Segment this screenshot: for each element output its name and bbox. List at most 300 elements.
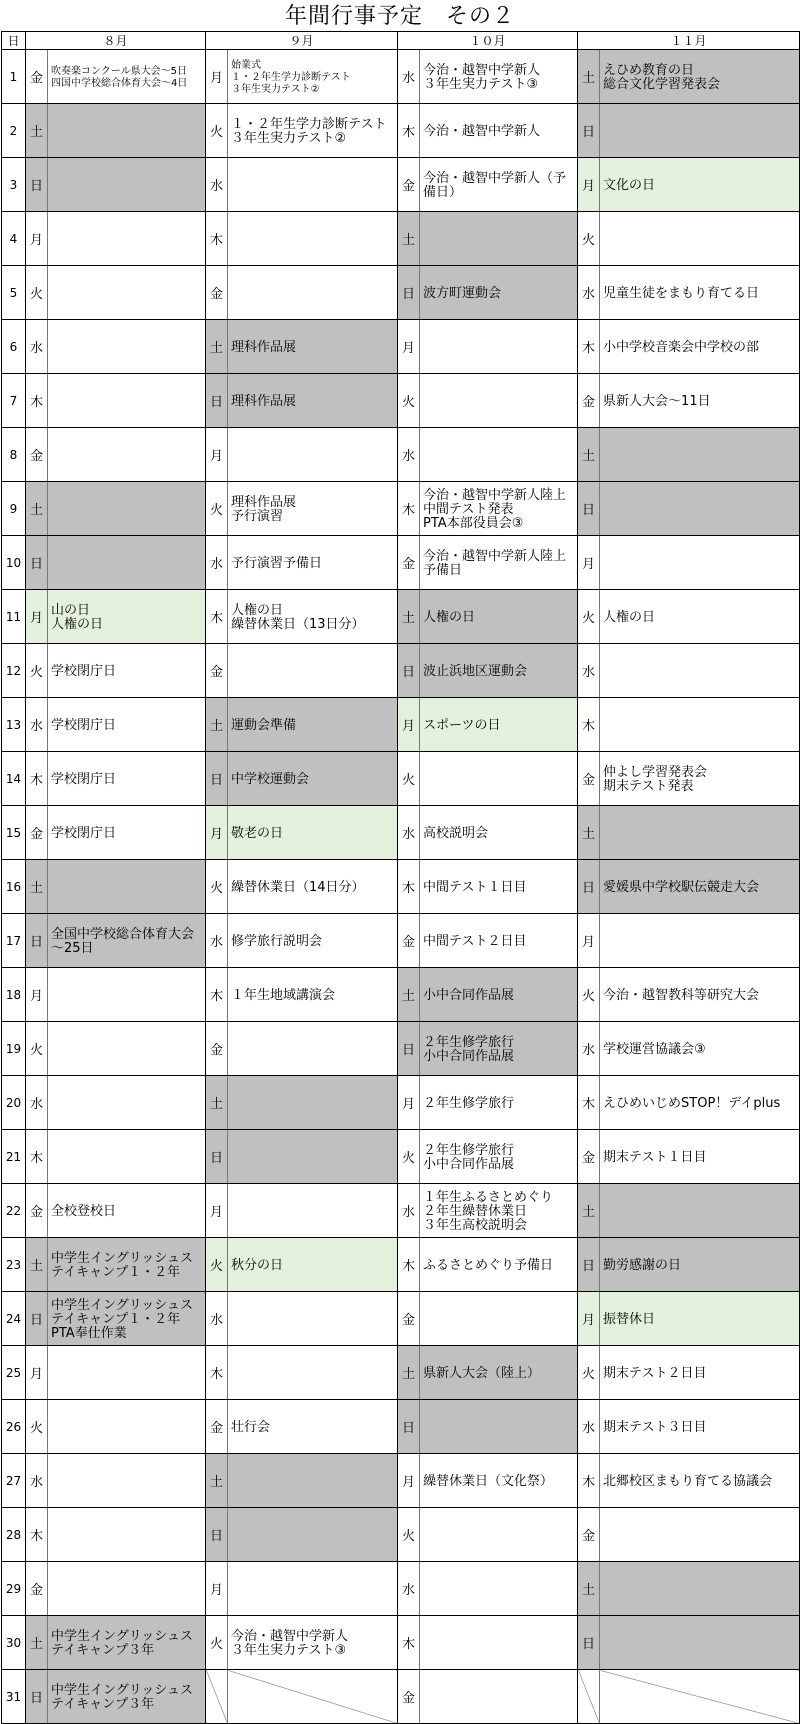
event-cell-aug: 中学生イングリッシュステイキャンプ３年 bbox=[48, 1616, 206, 1670]
event-cell-oct: １年生ふるさとめぐり ２年生繰替休業日 ３年生高校説明会 bbox=[420, 1184, 578, 1238]
weekday-cell-nov: 木 bbox=[578, 698, 600, 752]
event-cell-sep bbox=[228, 266, 398, 320]
event-cell-nov bbox=[600, 212, 800, 266]
weekday-cell-aug: 火 bbox=[26, 644, 48, 698]
weekday-cell-aug: 火 bbox=[26, 266, 48, 320]
table-row bbox=[2, 590, 800, 644]
event-cell-nov: 愛媛県中学校駅伝競走大会 bbox=[600, 860, 800, 914]
weekday-cell-oct: 月 bbox=[398, 698, 420, 752]
event-cell-aug: 全国中学校総合体育大会～25日 bbox=[48, 914, 206, 968]
event-cell-aug: 学校閉庁日 bbox=[48, 752, 206, 806]
day-number: 11 bbox=[2, 590, 26, 644]
day-number: 16 bbox=[2, 860, 26, 914]
month-header-oct: １０月 bbox=[398, 32, 578, 50]
weekday-cell-aug: 金 bbox=[26, 1184, 48, 1238]
weekday-cell-nov: 金 bbox=[578, 374, 600, 428]
weekday-cell-nov: 水 bbox=[578, 644, 600, 698]
weekday-cell-aug: 木 bbox=[26, 752, 48, 806]
event-cell-aug bbox=[48, 1400, 206, 1454]
day-number: 19 bbox=[2, 1022, 26, 1076]
event-cell-oct bbox=[420, 1562, 578, 1616]
weekday-cell-nov bbox=[578, 1670, 600, 1724]
event-cell-oct bbox=[420, 1292, 578, 1346]
weekday-cell-sep bbox=[206, 1670, 228, 1724]
day-number: 20 bbox=[2, 1076, 26, 1130]
weekday-cell-nov: 土 bbox=[578, 1184, 600, 1238]
weekday-cell-aug: 土 bbox=[26, 1238, 48, 1292]
event-cell-aug bbox=[48, 158, 206, 212]
table-row bbox=[2, 320, 800, 374]
weekday-cell-oct: 金 bbox=[398, 914, 420, 968]
day-number: 4 bbox=[2, 212, 26, 266]
weekday-cell-nov: 水 bbox=[578, 266, 600, 320]
weekday-cell-nov: 火 bbox=[578, 590, 600, 644]
event-cell-nov: 小中学校音楽会中学校の部 bbox=[600, 320, 800, 374]
event-cell-aug: 学校閉庁日 bbox=[48, 806, 206, 860]
weekday-cell-oct: 日 bbox=[398, 266, 420, 320]
page-title: 年間行事予定 その２ bbox=[284, 4, 515, 29]
weekday-cell-aug: 木 bbox=[26, 1508, 48, 1562]
event-cell-sep bbox=[228, 1076, 398, 1130]
weekday-cell-sep: 金 bbox=[206, 1400, 228, 1454]
event-cell-nov bbox=[600, 1670, 800, 1724]
event-cell-sep bbox=[228, 1454, 398, 1508]
weekday-cell-aug: 日 bbox=[26, 914, 48, 968]
event-cell-sep: １・２年生学力診断テスト ３年生実力テスト② bbox=[228, 104, 398, 158]
weekday-cell-aug: 土 bbox=[26, 482, 48, 536]
table-row bbox=[2, 1670, 800, 1724]
table-row bbox=[2, 428, 800, 482]
event-cell-sep bbox=[228, 158, 398, 212]
event-cell-nov: 振替休日 bbox=[600, 1292, 800, 1346]
weekday-cell-nov: 木 bbox=[578, 1076, 600, 1130]
day-number: 10 bbox=[2, 536, 26, 590]
event-cell-aug bbox=[48, 1022, 206, 1076]
month-header-sep: ９月 bbox=[206, 32, 398, 50]
weekday-cell-aug: 金 bbox=[26, 1562, 48, 1616]
weekday-cell-oct: 火 bbox=[398, 374, 420, 428]
event-cell-sep: 繰替休業日（14日分） bbox=[228, 860, 398, 914]
event-cell-nov bbox=[600, 644, 800, 698]
weekday-cell-nov: 火 bbox=[578, 212, 600, 266]
event-cell-sep bbox=[228, 1562, 398, 1616]
weekday-cell-oct: 日 bbox=[398, 1022, 420, 1076]
weekday-cell-aug: 土 bbox=[26, 104, 48, 158]
table-row bbox=[2, 698, 800, 752]
event-cell-oct: 中間テスト２日目 bbox=[420, 914, 578, 968]
weekday-cell-nov: 火 bbox=[578, 968, 600, 1022]
weekday-cell-aug: 火 bbox=[26, 1022, 48, 1076]
weekday-cell-nov: 水 bbox=[578, 1400, 600, 1454]
weekday-cell-oct: 水 bbox=[398, 806, 420, 860]
weekday-cell-aug: 水 bbox=[26, 320, 48, 374]
weekday-cell-sep: 水 bbox=[206, 1292, 228, 1346]
table-row bbox=[2, 914, 800, 968]
weekday-cell-aug: 月 bbox=[26, 1346, 48, 1400]
event-cell-aug bbox=[48, 860, 206, 914]
table-row bbox=[2, 806, 800, 860]
weekday-cell-nov: 土 bbox=[578, 428, 600, 482]
day-number: 1 bbox=[2, 50, 26, 104]
day-number: 30 bbox=[2, 1616, 26, 1670]
weekday-cell-aug: 日 bbox=[26, 158, 48, 212]
event-cell-oct bbox=[420, 1508, 578, 1562]
weekday-cell-nov: 日 bbox=[578, 1616, 600, 1670]
event-cell-sep: 理科作品展 bbox=[228, 374, 398, 428]
day-number: 5 bbox=[2, 266, 26, 320]
table-row bbox=[2, 1616, 800, 1670]
weekday-cell-nov: 木 bbox=[578, 320, 600, 374]
weekday-cell-oct: 木 bbox=[398, 104, 420, 158]
day-number: 12 bbox=[2, 644, 26, 698]
weekday-cell-aug: 月 bbox=[26, 212, 48, 266]
weekday-cell-sep: 水 bbox=[206, 914, 228, 968]
header-row bbox=[2, 32, 800, 50]
weekday-cell-nov: 土 bbox=[578, 50, 600, 104]
weekday-cell-aug: 木 bbox=[26, 374, 48, 428]
event-cell-nov bbox=[600, 104, 800, 158]
weekday-cell-oct: 木 bbox=[398, 482, 420, 536]
event-cell-sep bbox=[228, 212, 398, 266]
table-row bbox=[2, 1238, 800, 1292]
weekday-cell-oct: 水 bbox=[398, 1184, 420, 1238]
weekday-cell-sep: 日 bbox=[206, 1130, 228, 1184]
day-number: 23 bbox=[2, 1238, 26, 1292]
event-cell-oct: 県新人大会（陸上） bbox=[420, 1346, 578, 1400]
event-cell-oct bbox=[420, 320, 578, 374]
event-cell-sep: 予行演習予備日 bbox=[228, 536, 398, 590]
event-cell-sep bbox=[228, 1130, 398, 1184]
day-number: 25 bbox=[2, 1346, 26, 1400]
weekday-cell-sep: 土 bbox=[206, 1076, 228, 1130]
event-cell-oct: ２年生修学旅行 小中合同作品展 bbox=[420, 1130, 578, 1184]
event-cell-aug bbox=[48, 968, 206, 1022]
month-header-aug: ８月 bbox=[26, 32, 206, 50]
event-cell-oct: 今治・越智中学新人陸上 中間テスト発表 PTA本部役員会③ bbox=[420, 482, 578, 536]
weekday-cell-oct: 金 bbox=[398, 536, 420, 590]
event-cell-aug bbox=[48, 104, 206, 158]
event-cell-sep: 理科作品展 予行演習 bbox=[228, 482, 398, 536]
event-cell-sep bbox=[228, 1184, 398, 1238]
weekday-cell-sep: 水 bbox=[206, 536, 228, 590]
event-cell-nov: 北郷校区まもり育てる協議会 bbox=[600, 1454, 800, 1508]
weekday-cell-oct: 日 bbox=[398, 1400, 420, 1454]
weekday-cell-nov: 水 bbox=[578, 1022, 600, 1076]
event-cell-oct: 繰替休業日（文化祭） bbox=[420, 1454, 578, 1508]
table-row bbox=[2, 482, 800, 536]
day-number: 17 bbox=[2, 914, 26, 968]
weekday-cell-oct: 土 bbox=[398, 212, 420, 266]
weekday-cell-aug: 金 bbox=[26, 428, 48, 482]
weekday-cell-oct: 金 bbox=[398, 1292, 420, 1346]
weekday-cell-oct: 月 bbox=[398, 1454, 420, 1508]
weekday-cell-nov: 金 bbox=[578, 752, 600, 806]
event-cell-oct: ２年生修学旅行 小中合同作品展 bbox=[420, 1022, 578, 1076]
weekday-cell-nov: 月 bbox=[578, 1292, 600, 1346]
weekday-cell-oct: 月 bbox=[398, 320, 420, 374]
event-cell-aug: 中学生イングリッシュステイキャンプ１・２年 bbox=[48, 1238, 206, 1292]
weekday-cell-sep: 月 bbox=[206, 1562, 228, 1616]
weekday-cell-oct: 火 bbox=[398, 1508, 420, 1562]
event-cell-sep: 理科作品展 bbox=[228, 320, 398, 374]
day-number: 31 bbox=[2, 1670, 26, 1724]
table-row bbox=[2, 644, 800, 698]
event-cell-nov: 人権の日 bbox=[600, 590, 800, 644]
weekday-cell-oct: 土 bbox=[398, 590, 420, 644]
event-cell-nov bbox=[600, 1562, 800, 1616]
weekday-cell-sep: 日 bbox=[206, 752, 228, 806]
weekday-cell-sep: 火 bbox=[206, 860, 228, 914]
weekday-cell-sep: 木 bbox=[206, 590, 228, 644]
day-number: 27 bbox=[2, 1454, 26, 1508]
day-number: 28 bbox=[2, 1508, 26, 1562]
weekday-cell-aug: 金 bbox=[26, 50, 48, 104]
day-number: 14 bbox=[2, 752, 26, 806]
event-cell-oct: ふるさとめぐり予備日 bbox=[420, 1238, 578, 1292]
weekday-cell-nov: 木 bbox=[578, 1454, 600, 1508]
weekday-cell-aug: 水 bbox=[26, 698, 48, 752]
event-cell-nov: えひめ教育の日 総合文化学習発表会 bbox=[600, 50, 800, 104]
table-row bbox=[2, 1184, 800, 1238]
table-row bbox=[2, 536, 800, 590]
event-cell-aug bbox=[48, 1562, 206, 1616]
day-number: 15 bbox=[2, 806, 26, 860]
event-cell-sep bbox=[228, 1670, 398, 1724]
event-cell-oct: 今治・越智中学新人陸上予備日 bbox=[420, 536, 578, 590]
event-cell-aug: 山の日 人権の日 bbox=[48, 590, 206, 644]
event-cell-aug bbox=[48, 1508, 206, 1562]
event-cell-aug bbox=[48, 428, 206, 482]
weekday-cell-sep: 月 bbox=[206, 50, 228, 104]
weekday-cell-oct: 金 bbox=[398, 1670, 420, 1724]
event-cell-nov bbox=[600, 914, 800, 968]
event-cell-sep bbox=[228, 1022, 398, 1076]
weekday-cell-sep: 月 bbox=[206, 428, 228, 482]
event-cell-oct: 今治・越智中学新人 ３年生実力テスト③ bbox=[420, 50, 578, 104]
table-row bbox=[2, 1292, 800, 1346]
event-cell-sep: １年生地域講演会 bbox=[228, 968, 398, 1022]
event-cell-nov: 期末テスト１日目 bbox=[600, 1130, 800, 1184]
event-cell-oct bbox=[420, 1670, 578, 1724]
weekday-cell-aug: 土 bbox=[26, 1616, 48, 1670]
day-number: 3 bbox=[2, 158, 26, 212]
day-number: 21 bbox=[2, 1130, 26, 1184]
table-row bbox=[2, 104, 800, 158]
weekday-cell-nov: 月 bbox=[578, 158, 600, 212]
event-cell-nov: 児童生徒をまもり育てる日 bbox=[600, 266, 800, 320]
weekday-cell-aug: 日 bbox=[26, 1670, 48, 1724]
weekday-cell-aug: 月 bbox=[26, 968, 48, 1022]
event-cell-nov: 勤労感謝の日 bbox=[600, 1238, 800, 1292]
event-cell-nov bbox=[600, 482, 800, 536]
event-cell-nov: 文化の日 bbox=[600, 158, 800, 212]
event-cell-nov bbox=[600, 536, 800, 590]
weekday-cell-nov: 日 bbox=[578, 1238, 600, 1292]
weekday-cell-sep: 火 bbox=[206, 104, 228, 158]
event-cell-nov bbox=[600, 1616, 800, 1670]
weekday-cell-nov: 金 bbox=[578, 1130, 600, 1184]
weekday-cell-nov: 日 bbox=[578, 104, 600, 158]
event-cell-aug bbox=[48, 482, 206, 536]
event-cell-sep: 秋分の日 bbox=[228, 1238, 398, 1292]
weekday-cell-sep: 火 bbox=[206, 1616, 228, 1670]
table-row bbox=[2, 1454, 800, 1508]
event-cell-sep bbox=[228, 1346, 398, 1400]
event-cell-aug bbox=[48, 212, 206, 266]
weekday-cell-aug: 日 bbox=[26, 1292, 48, 1346]
event-cell-aug bbox=[48, 1454, 206, 1508]
event-cell-sep bbox=[228, 428, 398, 482]
table-row bbox=[2, 1022, 800, 1076]
event-cell-sep bbox=[228, 1508, 398, 1562]
day-number: 22 bbox=[2, 1184, 26, 1238]
event-cell-oct bbox=[420, 212, 578, 266]
event-cell-oct: 小中合同作品展 bbox=[420, 968, 578, 1022]
event-cell-nov: 県新人大会～11日 bbox=[600, 374, 800, 428]
event-cell-aug: 中学生イングリッシュステイキャンプ１・２年 PTA奉仕作業 bbox=[48, 1292, 206, 1346]
event-cell-nov: 仲よし学習発表会 期末テスト発表 bbox=[600, 752, 800, 806]
weekday-cell-nov: 金 bbox=[578, 1508, 600, 1562]
table-row bbox=[2, 1076, 800, 1130]
schedule-table bbox=[1, 31, 800, 1724]
weekday-cell-nov: 日 bbox=[578, 482, 600, 536]
event-cell-aug: 学校閉庁日 bbox=[48, 698, 206, 752]
event-cell-oct bbox=[420, 752, 578, 806]
table-row bbox=[2, 374, 800, 428]
event-cell-oct: 今治・越智中学新人（予備日） bbox=[420, 158, 578, 212]
weekday-cell-sep: 木 bbox=[206, 968, 228, 1022]
weekday-cell-oct: 水 bbox=[398, 428, 420, 482]
event-cell-nov bbox=[600, 428, 800, 482]
weekday-cell-sep: 水 bbox=[206, 158, 228, 212]
weekday-cell-sep: 火 bbox=[206, 1238, 228, 1292]
weekday-cell-sep: 土 bbox=[206, 698, 228, 752]
event-cell-sep: 壮行会 bbox=[228, 1400, 398, 1454]
weekday-cell-aug: 月 bbox=[26, 590, 48, 644]
event-cell-aug bbox=[48, 536, 206, 590]
event-cell-aug bbox=[48, 320, 206, 374]
event-cell-nov: 学校運営協議会③ bbox=[600, 1022, 800, 1076]
weekday-cell-sep: 木 bbox=[206, 212, 228, 266]
event-cell-aug bbox=[48, 1346, 206, 1400]
day-number: 13 bbox=[2, 698, 26, 752]
weekday-cell-sep: 日 bbox=[206, 1508, 228, 1562]
weekday-cell-aug: 土 bbox=[26, 860, 48, 914]
event-cell-nov bbox=[600, 806, 800, 860]
table-row bbox=[2, 752, 800, 806]
event-cell-nov bbox=[600, 1508, 800, 1562]
event-cell-sep: 運動会準備 bbox=[228, 698, 398, 752]
day-number: 6 bbox=[2, 320, 26, 374]
weekday-cell-nov: 月 bbox=[578, 914, 600, 968]
table-row bbox=[2, 158, 800, 212]
event-cell-oct: 中間テスト１日目 bbox=[420, 860, 578, 914]
event-cell-oct bbox=[420, 374, 578, 428]
event-cell-oct: スポーツの日 bbox=[420, 698, 578, 752]
weekday-cell-sep: 火 bbox=[206, 482, 228, 536]
schedule-body bbox=[2, 50, 800, 1724]
weekday-cell-sep: 金 bbox=[206, 1022, 228, 1076]
event-cell-oct bbox=[420, 1400, 578, 1454]
weekday-cell-sep: 月 bbox=[206, 1184, 228, 1238]
event-cell-oct: ２年生修学旅行 bbox=[420, 1076, 578, 1130]
weekday-cell-aug: 金 bbox=[26, 806, 48, 860]
event-cell-aug: 学校閉庁日 bbox=[48, 644, 206, 698]
event-cell-sep bbox=[228, 644, 398, 698]
weekday-cell-nov: 日 bbox=[578, 860, 600, 914]
weekday-cell-sep: 土 bbox=[206, 320, 228, 374]
weekday-cell-nov: 月 bbox=[578, 536, 600, 590]
day-number: 29 bbox=[2, 1562, 26, 1616]
weekday-cell-oct: 水 bbox=[398, 50, 420, 104]
day-number: 7 bbox=[2, 374, 26, 428]
weekday-cell-oct: 日 bbox=[398, 644, 420, 698]
table-row bbox=[2, 266, 800, 320]
event-cell-sep: 人権の日 繰替休業日（13日分） bbox=[228, 590, 398, 644]
table-row bbox=[2, 1508, 800, 1562]
weekday-cell-oct: 火 bbox=[398, 1130, 420, 1184]
event-cell-sep: 今治・越智中学新人 ３年生実力テスト③ bbox=[228, 1616, 398, 1670]
table-row bbox=[2, 1400, 800, 1454]
weekday-cell-aug: 水 bbox=[26, 1454, 48, 1508]
weekday-cell-oct: 月 bbox=[398, 1076, 420, 1130]
weekday-cell-sep: 木 bbox=[206, 1346, 228, 1400]
weekday-cell-aug: 水 bbox=[26, 1076, 48, 1130]
event-cell-nov bbox=[600, 1184, 800, 1238]
weekday-cell-nov: 土 bbox=[578, 806, 600, 860]
event-cell-sep: 始業式 １・２年生学力診断テスト ３年生実力テスト② bbox=[228, 50, 398, 104]
weekday-cell-sep: 日 bbox=[206, 374, 228, 428]
weekday-cell-oct: 土 bbox=[398, 968, 420, 1022]
weekday-cell-oct: 木 bbox=[398, 860, 420, 914]
table-row bbox=[2, 1562, 800, 1616]
event-cell-aug bbox=[48, 1076, 206, 1130]
day-number: 26 bbox=[2, 1400, 26, 1454]
weekday-cell-oct: 土 bbox=[398, 1346, 420, 1400]
day-number: 8 bbox=[2, 428, 26, 482]
event-cell-aug: 全校登校日 bbox=[48, 1184, 206, 1238]
weekday-cell-nov: 火 bbox=[578, 1346, 600, 1400]
event-cell-oct: 波止浜地区運動会 bbox=[420, 644, 578, 698]
event-cell-nov: えひめいじめSTOP！デイplus bbox=[600, 1076, 800, 1130]
event-cell-sep: 修学旅行説明会 bbox=[228, 914, 398, 968]
weekday-cell-aug: 木 bbox=[26, 1130, 48, 1184]
weekday-cell-sep: 土 bbox=[206, 1454, 228, 1508]
event-cell-oct: 波方町運動会 bbox=[420, 266, 578, 320]
table-row bbox=[2, 212, 800, 266]
weekday-cell-sep: 月 bbox=[206, 806, 228, 860]
weekday-cell-aug: 日 bbox=[26, 536, 48, 590]
event-cell-oct bbox=[420, 1616, 578, 1670]
event-cell-oct: 今治・越智中学新人 bbox=[420, 104, 578, 158]
weekday-cell-oct: 火 bbox=[398, 752, 420, 806]
table-row bbox=[2, 1346, 800, 1400]
weekday-cell-sep: 金 bbox=[206, 266, 228, 320]
day-number: 9 bbox=[2, 482, 26, 536]
table-row bbox=[2, 860, 800, 914]
event-cell-nov bbox=[600, 698, 800, 752]
event-cell-nov: 期末テスト２日目 bbox=[600, 1346, 800, 1400]
event-cell-aug bbox=[48, 266, 206, 320]
event-cell-oct: 人権の日 bbox=[420, 590, 578, 644]
day-header: 日 bbox=[2, 32, 26, 50]
event-cell-aug: 吹奏楽コンクール県大会～5日 四国中学校総合体育大会～4日 bbox=[48, 50, 206, 104]
event-cell-oct: 高校説明会 bbox=[420, 806, 578, 860]
event-cell-sep: 中学校運動会 bbox=[228, 752, 398, 806]
weekday-cell-oct: 水 bbox=[398, 1562, 420, 1616]
event-cell-nov: 期末テスト３日目 bbox=[600, 1400, 800, 1454]
weekday-cell-nov: 土 bbox=[578, 1562, 600, 1616]
